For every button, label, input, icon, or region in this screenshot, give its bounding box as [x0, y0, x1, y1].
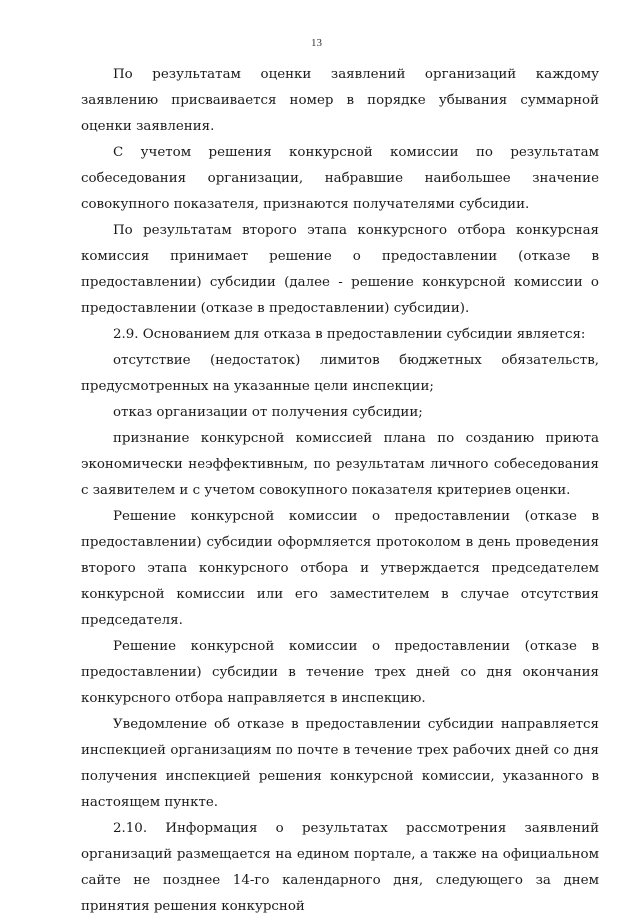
paragraph-notification: Уведомление об отказе в предоставлении субсидии направляется инспекцией организациям по почте в течение трех рабочих дней со дня получения инспекцией решения конкурсной комиссии, указанного в настоящем пункте. — [81, 717, 599, 810]
document-body — [81, 62, 599, 920]
paragraph-section-2-10: 2.10. Информация о результатах рассмотрения заявлений организаций размещается на едином портале, а также на официальном сайте не позднее 14-го календарного дня, следующего за днем принятия решения конкурсной — [81, 821, 599, 914]
paragraph-reason-inefficient: признание конкурсной комиссией плана по созданию приюта экономически неэффективным, по результатам личного собеседования с заявителем и с учетом совокупного показателя критериев оценки. — [81, 431, 599, 498]
page-number: 13 — [311, 37, 322, 49]
paragraph-ranking: По результатам оценки заявлений организаций каждому заявлению присваивается номер в порядке убывания суммарной оценки заявления. — [81, 67, 599, 134]
paragraph-sent-to-inspection: Решение конкурсной комиссии о предоставлении (отказе в предоставлении) субсидии в течение трех дней со дня окончания конкурсного отбора направляется в инспекцию. — [81, 639, 599, 706]
paragraph-section-2-9: 2.9. Основанием для отказа в предоставлении субсидии является: — [113, 327, 586, 342]
paragraph-protocol: Решение конкурсной комиссии о предоставлении (отказе в предоставлении) субсидии оформляется протоколом в день проведения второго этапа конкурсного отбора и утверждается председателем конкурсной комиссии или его заместителем в случае отсутствия председателя. — [81, 509, 599, 628]
paragraph-recipients: С учетом решения конкурсной комиссии по результатам собеседования организации, набравшие наибольшее значение совокупного показателя, признаются получателями субсидии. — [81, 145, 599, 212]
paragraph-commission-decision: По результатам второго этапа конкурсного отбора конкурсная комиссия принимает решение о предоставлении (отказе в предоставлении) субсидии (далее - решение конкурсной комиссии о предоставлении (отказе в предоставлении) субсидии). — [81, 223, 599, 316]
paragraph-reason-refusal: отказ организации от получения субсидии; — [113, 405, 423, 420]
paragraph-reason-limits: отсутствие (недостаток) лимитов бюджетных обязательств, предусмотренных на указанные цели инспекции; — [81, 353, 599, 394]
